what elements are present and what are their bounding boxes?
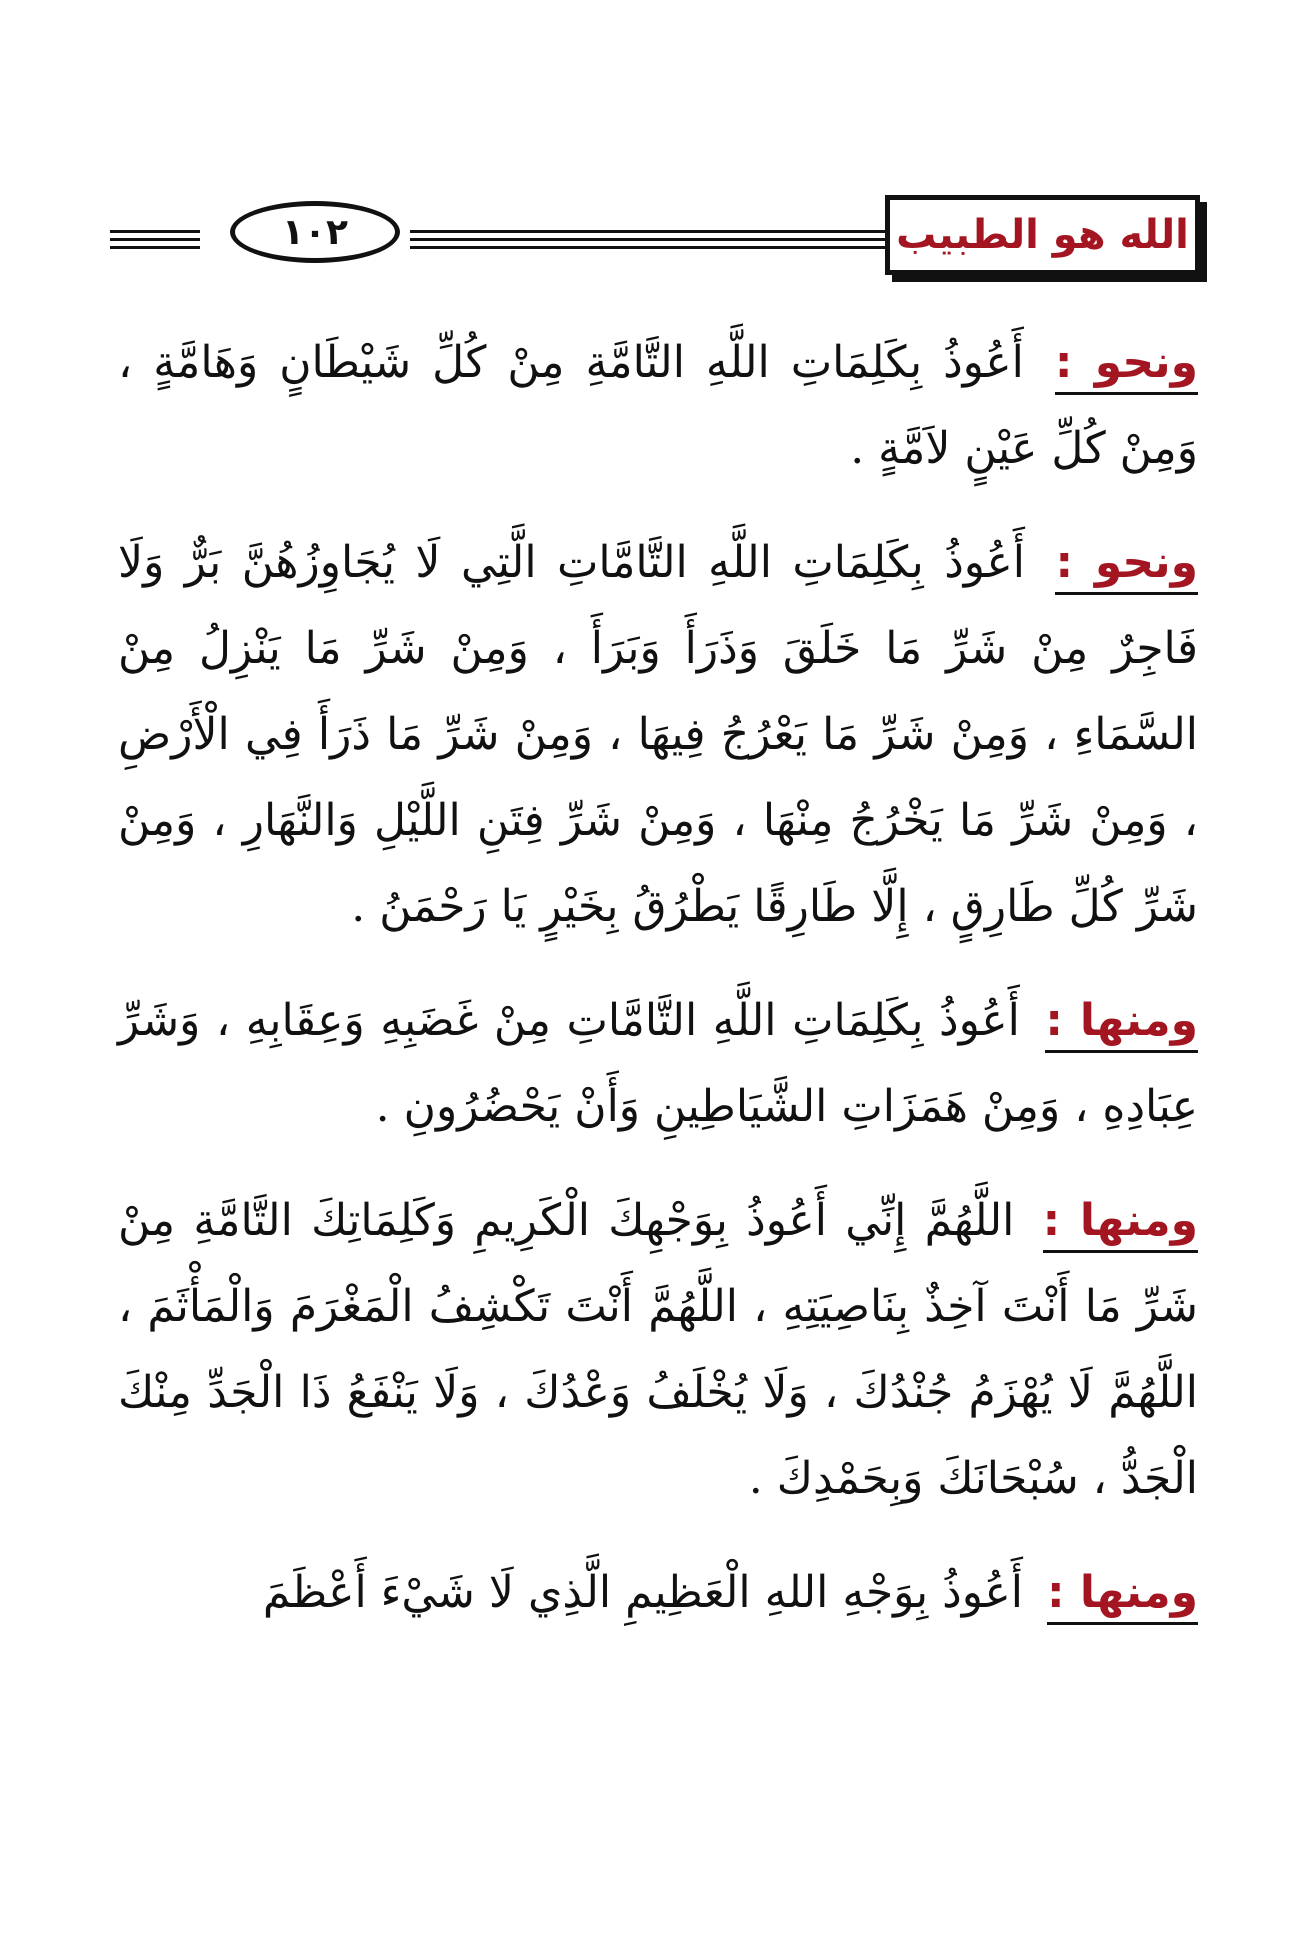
paragraph-label: ومنها : (1045, 995, 1198, 1053)
page-content (118, 320, 1198, 1664)
paragraph-text: أَعُوذُ بِكَلِمَاتِ اللَّهِ التَّامَّاتِ مِنْ غَضَبِهِ وَعِقَابِهِ ، وَشَرِّ عِبَادِهِ ، وَمِنْ هَمَزَاتِ الشَّيَاطِينِ وَأَنْ يَحْضُرُونِ . (118, 995, 1198, 1132)
supplication-paragraph (118, 520, 1198, 950)
page-number-wrap (200, 201, 410, 269)
supplication-paragraph (118, 320, 1198, 492)
page-header (110, 195, 1200, 285)
chapter-title-box (885, 195, 1200, 275)
paragraph-label: ونحو : (1055, 337, 1198, 395)
supplication-paragraph (118, 1550, 1198, 1636)
paragraph-label: ومنها : (1047, 1567, 1198, 1625)
paragraph-label: ومنها : (1043, 1195, 1198, 1253)
supplication-paragraph (118, 978, 1198, 1150)
paragraph-text: اللَّهُمَّ إِنِّي أَعُوذُ بِوَجْهِكَ الْكَرِيمِ وَكَلِمَاتِكَ التَّامَّةِ مِنْ شَرِّ مَا أَنْتَ آخِذٌ بِنَاصِيَتِهِ ، اللَّهُمَّ أَنْتَ تَكْشِفُ الْمَغْرَمَ وَالْمَأْثَمَ ، اللَّهُمَّ لَا يُهْزَمُ جُنْدُكَ ، وَلَا يُخْلَفُ وَعْدُكَ ، وَلَا يَنْفَعُ ذَا الْجَدِّ مِنْكَ الْجَدُّ ، سُبْحَانَكَ وَبِحَمْدِكَ . (118, 1195, 1198, 1504)
paragraph-text: أَعُوذُ بِكَلِمَاتِ اللَّهِ التَّامَّاتِ الَّتِي لَا يُجَاوِزُهُنَّ بَرٌّ وَلَا فَاجِرٌ مِنْ شَرِّ مَا خَلَقَ وَذَرَأَ وَبَرَأَ ، وَمِنْ شَرِّ مَا يَنْزِلُ مِنْ السَّمَاءِ ، وَمِنْ شَرِّ مَا يَعْرُجُ فِيهَا ، وَمِنْ شَرِّ مَا ذَرَأَ فِي الْأَرْضِ ، وَمِنْ شَرِّ مَا يَخْرُجُ مِنْهَا ، وَمِنْ شَرِّ فِتَنِ اللَّيْلِ وَالنَّهَارِ ، وَمِنْ شَرِّ كُلِّ طَارِقٍ ، إِلَّا طَارِقًا يَطْرُقُ بِخَيْرٍ يَا رَحْمَنُ . (118, 537, 1198, 932)
paragraph-label: ونحو : (1055, 537, 1198, 595)
chapter-title: الله هو الطبيب (896, 212, 1189, 258)
paragraph-text: أَعُوذُ بِكَلِمَاتِ اللَّهِ التَّامَّةِ مِنْ كُلِّ شَيْطَانٍ وَهَامَّةٍ ، وَمِنْ كُلِّ عَيْنٍ لاَمَّةٍ . (118, 337, 1198, 474)
page-number: ١٠٢ (230, 201, 400, 263)
paragraph-text: أَعُوذُ بِوَجْهِ اللهِ الْعَظِيمِ الَّذِي لَا شَيْءَ أَعْظَمَ (262, 1567, 1023, 1618)
supplication-paragraph (118, 1178, 1198, 1522)
